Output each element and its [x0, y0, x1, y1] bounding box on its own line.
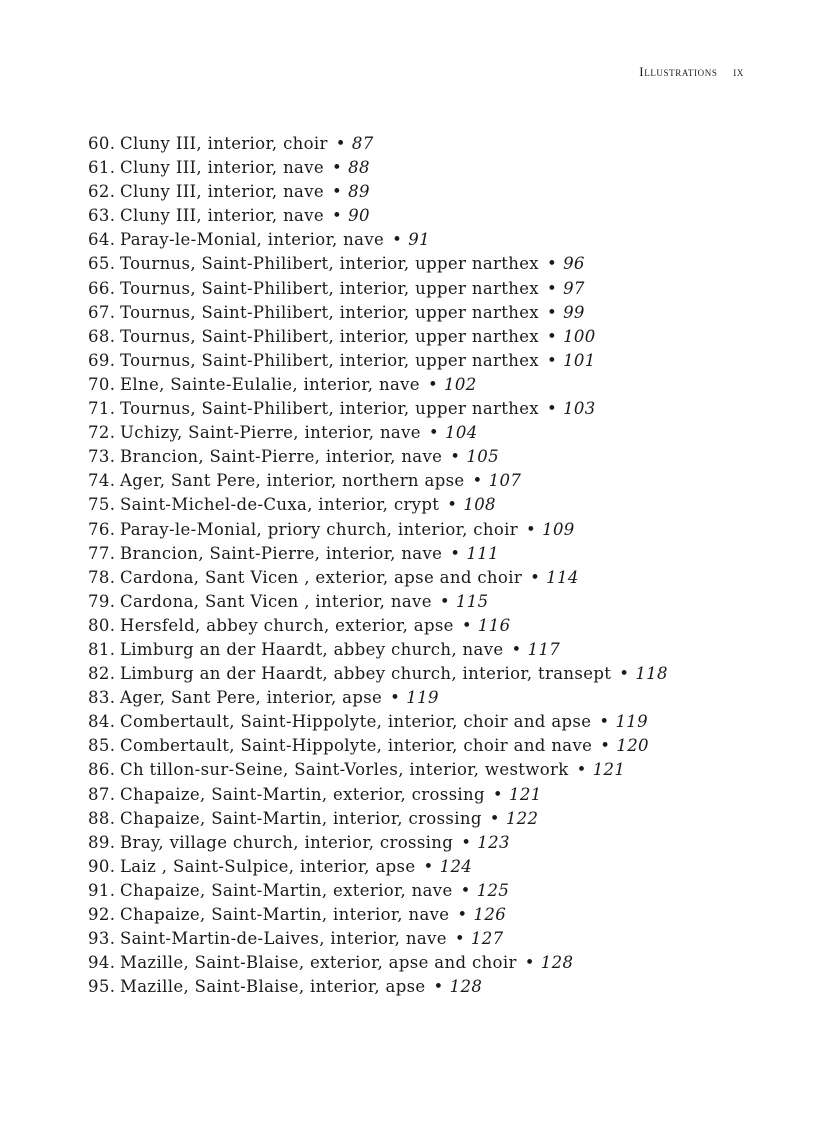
entry-number: 68.: [88, 326, 116, 346]
entry-body: [120, 228, 708, 252]
list-item: [88, 686, 708, 710]
bullet-separator: •: [461, 615, 472, 635]
entry-page-number: 87: [351, 134, 374, 153]
list-item: [88, 807, 708, 831]
entry-page-number: 125: [476, 880, 510, 900]
bullet-separator: •: [332, 206, 343, 226]
entry-body: [120, 156, 708, 180]
bullet-separator: •: [423, 856, 434, 876]
list-item: [88, 349, 708, 373]
entry-caption: Bray, village church, interior, crossing: [120, 832, 454, 852]
list-item: [88, 758, 708, 782]
entry-body: [120, 518, 708, 542]
list-item: [88, 204, 708, 228]
bullet-separator: •: [439, 591, 450, 611]
entry-number: 88.: [88, 808, 116, 828]
entry-caption: Combertault, Saint-Hippolyte, interior, choir and nave: [120, 736, 593, 756]
entry-caption: Paray-le-Monial, priory church, interior, choir: [120, 519, 519, 539]
list-item: [88, 710, 708, 734]
list-item: [88, 590, 708, 614]
bullet-separator: •: [428, 423, 439, 443]
entry-number: 78.: [88, 567, 116, 587]
entry-body: [120, 951, 708, 975]
bullet-separator: •: [472, 471, 483, 491]
entry-number: 69.: [88, 350, 116, 370]
list-item: [88, 975, 708, 999]
entry-body: [120, 445, 708, 469]
entry-body: [120, 686, 708, 710]
list-item: [88, 638, 708, 662]
entry-page-number: 120: [616, 736, 649, 756]
entry-number: 65.: [88, 254, 116, 274]
bullet-separator: •: [433, 977, 444, 997]
entry-number: 66.: [88, 278, 116, 298]
entry-number: 75.: [88, 495, 116, 515]
entry-body: [120, 855, 708, 879]
entry-body: [120, 807, 708, 831]
entry-page-number: 128: [449, 977, 483, 997]
entry-page-number: 105: [466, 447, 499, 467]
list-item: [88, 662, 708, 686]
entry-page-number: 97: [563, 278, 585, 298]
entry-page-number: 124: [439, 856, 473, 876]
entry-caption: Limburg an der Haardt, abbey church, interior, transept: [120, 664, 612, 684]
entry-page-number: 104: [445, 423, 478, 443]
illustration-list: [88, 132, 708, 999]
bullet-separator: •: [461, 832, 472, 852]
entry-number: 82.: [88, 664, 116, 684]
bullet-separator: •: [390, 688, 401, 708]
entry-page-number: 118: [635, 664, 668, 684]
entry-page-number: 111: [466, 543, 499, 563]
entry-caption: Chapaize, Saint-Martin, interior, crossing: [120, 808, 482, 828]
entry-number: 61.: [88, 158, 116, 178]
bullet-separator: •: [576, 760, 587, 780]
entry-body: [120, 397, 708, 421]
list-item: [88, 542, 708, 566]
list-item: [88, 180, 708, 204]
entry-page-number: 123: [477, 832, 510, 852]
bullet-separator: •: [511, 639, 522, 659]
list-item: [88, 566, 708, 590]
bullet-separator: •: [546, 254, 558, 274]
entry-caption: Limburg an der Haardt, abbey church, nave: [120, 639, 504, 659]
list-item: [88, 325, 708, 349]
entry-caption: Hersfeld, abbey church, exterior, apse: [120, 615, 454, 635]
list-item: [88, 783, 708, 807]
bullet-separator: •: [392, 230, 403, 250]
list-item: [88, 421, 708, 445]
entry-page-number: 102: [444, 374, 477, 394]
entry-page-number: 96: [563, 254, 585, 274]
entry-body: [120, 349, 708, 373]
entry-page-number: 119: [615, 712, 648, 732]
bullet-separator: •: [619, 664, 630, 684]
entry-number: 90.: [88, 856, 116, 876]
entry-caption: Paray-le-Monial, interior, nave: [120, 230, 385, 250]
entry-number: 73.: [88, 447, 116, 467]
entry-number: 87.: [88, 784, 116, 804]
entry-number: 81.: [88, 639, 116, 659]
entry-caption: Cluny III, interior, nave: [120, 206, 325, 226]
list-item: [88, 132, 708, 156]
bullet-separator: •: [492, 784, 503, 804]
entry-caption: Ager, Sant Pere, interior, northern apse: [120, 471, 465, 491]
entry-page-number: 128: [540, 953, 574, 973]
bullet-separator: •: [335, 134, 346, 153]
entry-page-number: 122: [505, 808, 539, 828]
entry-number: 63.: [88, 206, 116, 226]
entry-caption: Combertault, Saint-Hippolyte, interior, choir and apse: [120, 712, 592, 732]
entry-body: [120, 542, 708, 566]
bullet-separator: •: [332, 182, 343, 202]
entry-body: [120, 662, 708, 686]
entry-number: 64.: [88, 230, 116, 250]
entry-page-number: 116: [477, 615, 511, 635]
entry-number: 92.: [88, 905, 116, 924]
entry-body: [120, 903, 708, 927]
entry-number: 95.: [88, 977, 116, 997]
entry-page-number: 117: [527, 639, 561, 659]
entry-number: 77.: [88, 543, 116, 563]
entry-body: [120, 590, 708, 614]
list-item: [88, 301, 708, 325]
list-item: [88, 951, 708, 975]
bullet-separator: •: [450, 447, 461, 467]
entry-caption: Chapaize, Saint-Martin, exterior, nave: [120, 880, 453, 900]
bullet-separator: •: [450, 543, 461, 563]
entry-page-number: 103: [563, 399, 596, 419]
bullet-separator: •: [599, 712, 610, 732]
entry-caption: Brancion, Saint-Pierre, interior, nave: [120, 447, 443, 467]
bullet-separator: •: [332, 158, 343, 178]
entry-page-number: 114: [546, 567, 579, 587]
entry-caption: Saint-Martin-de-Laives, interior, nave: [120, 929, 447, 949]
bullet-separator: •: [427, 374, 439, 394]
entry-number: 86.: [88, 760, 116, 780]
entry-number: 60.: [88, 134, 116, 153]
entry-caption: Uchizy, Saint-Pierre, interior, nave: [120, 423, 421, 443]
list-item: [88, 518, 708, 542]
list-item: [88, 156, 708, 180]
list-item: [88, 397, 708, 421]
entry-body: [120, 927, 708, 951]
entry-caption: Brancion, Saint-Pierre, interior, nave: [120, 543, 443, 563]
entry-body: [120, 734, 708, 758]
running-head-page-number: ix: [733, 64, 744, 79]
entry-body: [120, 614, 708, 638]
entry-body: [120, 180, 708, 204]
entry-body: [120, 204, 708, 228]
entry-caption: Ch tillon-sur-Seine, Saint-Vorles, interior, westwork: [120, 760, 569, 780]
list-item: [88, 277, 708, 301]
entry-caption: Cluny III, interior, nave: [120, 182, 325, 202]
bullet-separator: •: [546, 326, 558, 346]
entry-caption: Chapaize, Saint-Martin, interior, nave: [120, 905, 450, 924]
list-item: [88, 927, 708, 951]
entry-caption: Tournus, Saint-Philibert, interior, upper narthex: [120, 254, 539, 274]
bullet-separator: •: [460, 880, 471, 900]
entry-body: [120, 879, 708, 903]
entry-page-number: 88: [348, 158, 370, 178]
list-item: [88, 445, 708, 469]
entry-caption: Tournus, Saint-Philibert, interior, upper narthex: [120, 350, 539, 370]
running-head: [639, 64, 744, 80]
entry-page-number: 100: [563, 326, 596, 346]
entry-number: 72.: [88, 423, 116, 443]
list-item: [88, 831, 708, 855]
entry-body: [120, 301, 708, 325]
list-item: [88, 469, 708, 493]
bullet-separator: •: [524, 953, 535, 973]
entry-page-number: 109: [542, 519, 575, 539]
entry-page-number: 115: [455, 591, 489, 611]
entry-caption: Mazille, Saint-Blaise, exterior, apse and choir: [120, 953, 517, 973]
entry-number: 91.: [88, 880, 116, 900]
entry-body: [120, 975, 708, 999]
entry-caption: Tournus, Saint-Philibert, interior, upper narthex: [120, 326, 539, 346]
entry-body: [120, 421, 708, 445]
entry-caption: Chapaize, Saint-Martin, exterior, crossing: [120, 784, 485, 804]
entry-page-number: 101: [563, 350, 596, 370]
entry-page-number: 108: [463, 495, 496, 515]
entry-number: 94.: [88, 953, 116, 973]
entry-caption: Tournus, Saint-Philibert, interior, upper narthex: [120, 399, 539, 419]
list-item: [88, 493, 708, 517]
bullet-separator: •: [457, 905, 468, 924]
entry-body: [120, 638, 708, 662]
entry-number: 85.: [88, 736, 116, 756]
entry-caption: Cluny III, interior, nave: [120, 158, 325, 178]
entry-number: 84.: [88, 712, 116, 732]
entry-body: [120, 277, 708, 301]
bullet-separator: •: [600, 736, 611, 756]
list-item: [88, 879, 708, 903]
bullet-separator: •: [546, 278, 558, 298]
entry-body: [120, 132, 708, 156]
entry-number: 83.: [88, 688, 116, 708]
list-item: [88, 373, 708, 397]
entry-caption: Tournus, Saint-Philibert, interior, upper narthex: [120, 278, 539, 298]
entry-number: 76.: [88, 519, 116, 539]
list-item: [88, 903, 708, 927]
running-head-title: Illustrations: [639, 64, 718, 79]
entry-number: 74.: [88, 471, 116, 491]
entry-page-number: 90: [348, 206, 370, 226]
entry-body: [120, 252, 708, 276]
entry-body: [120, 758, 708, 782]
entry-body: [120, 783, 708, 807]
entry-caption: Cluny III, interior, choir: [120, 134, 328, 153]
entry-number: 89.: [88, 832, 116, 852]
bullet-separator: •: [526, 519, 537, 539]
bullet-separator: •: [447, 495, 458, 515]
entry-page-number: 126: [473, 905, 507, 924]
bullet-separator: •: [546, 350, 558, 370]
entry-body: [120, 325, 708, 349]
list-item: [88, 855, 708, 879]
entry-page-number: 121: [509, 784, 542, 804]
entry-caption: Elne, Sainte-Eulalie, interior, nave: [120, 374, 420, 394]
list-item: [88, 734, 708, 758]
bullet-separator: •: [530, 567, 541, 587]
entry-page-number: 99: [563, 302, 585, 322]
list-item: [88, 228, 708, 252]
entry-body: [120, 493, 708, 517]
entry-caption: Mazille, Saint-Blaise, interior, apse: [120, 977, 426, 997]
entry-body: [120, 566, 708, 590]
entry-caption: Tournus, Saint-Philibert, interior, upper narthex: [120, 302, 539, 322]
bullet-separator: •: [454, 929, 465, 949]
entry-caption: Ager, Sant Pere, interior, apse: [120, 688, 383, 708]
entry-caption: Laiz , Saint-Sulpice, interior, apse: [120, 856, 416, 876]
entry-caption: Saint-Michel-de-Cuxa, interior, crypt: [120, 495, 440, 515]
list-item: [88, 614, 708, 638]
entry-page-number: 119: [406, 688, 439, 708]
entry-page-number: 121: [592, 760, 626, 780]
entry-number: 62.: [88, 182, 116, 202]
entry-number: 79.: [88, 591, 116, 611]
list-item: [88, 252, 708, 276]
entry-body: [120, 710, 708, 734]
entry-number: 70.: [88, 374, 116, 394]
entry-page-number: 107: [488, 471, 522, 491]
bullet-separator: •: [546, 399, 558, 419]
entry-caption: Cardona, Sant Vicen , interior, nave: [120, 591, 432, 611]
bullet-separator: •: [546, 302, 558, 322]
entry-page-number: 89: [348, 182, 370, 202]
entry-body: [120, 373, 708, 397]
bullet-separator: •: [489, 808, 500, 828]
entry-page-number: 127: [470, 929, 504, 949]
entry-number: 93.: [88, 929, 116, 949]
entry-body: [120, 469, 708, 493]
entry-caption: Cardona, Sant Vicen , exterior, apse and choir: [120, 567, 523, 587]
entry-body: [120, 831, 708, 855]
entry-number: 67.: [88, 302, 116, 322]
entry-number: 71.: [88, 399, 116, 419]
entry-number: 80.: [88, 615, 116, 635]
entry-page-number: 91: [408, 230, 430, 250]
